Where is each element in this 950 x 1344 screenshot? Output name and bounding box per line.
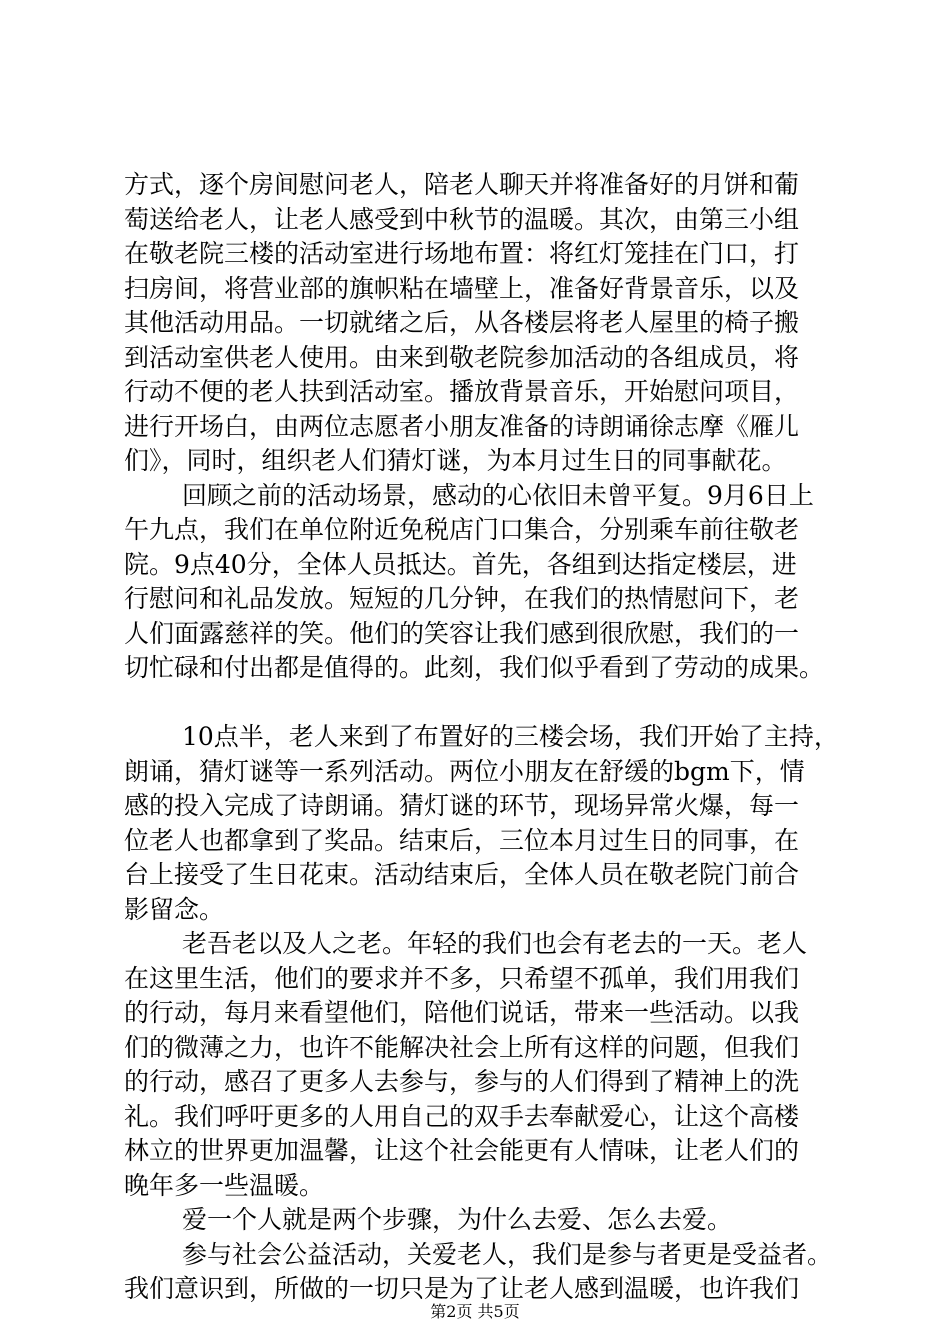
text-line: 行动不便的老人扶到活动室。播放背景音乐，开始慰问项目， xyxy=(124,377,800,406)
text-line: 其他活动用品。一切就绪之后，从各楼层将老人屋里的椅子搬 xyxy=(124,308,800,337)
text-line: 进行开场白，由两位志愿者小朋友准备的诗朗诵徐志摩《雁儿 xyxy=(124,411,800,441)
paragraph xyxy=(124,720,844,927)
text-line: 的行动，感召了更多人去参与，参与的人们得到了精神上的洗 xyxy=(124,1067,800,1096)
text-line: 礼。我们呼吁更多的人用自己的双手去奉献爱心，让这个高楼 xyxy=(124,1101,800,1131)
text-line: 朗诵，猜灯谜等一系列活动。两位小朋友在舒缓的bgm下，情 xyxy=(124,756,805,786)
text-line: 位老人也都拿到了奖品。结束后，三位本月过生日的同事，在 xyxy=(124,825,800,855)
text-line: 在这里生活，他们的要求并不多，只希望不孤单，我们用我们 xyxy=(124,963,800,993)
text-line: 感的投入完成了诗朗诵。猜灯谜的环节，现场异常火爆，每一 xyxy=(124,791,800,820)
text-line: 参与社会公益活动，关爱老人，我们是参与者更是受益者。 xyxy=(182,1239,833,1269)
text-line: 人们面露慈祥的笑。他们的笑容让我们感到很欣慰，我们的一 xyxy=(124,618,800,648)
text-line: 萄送给老人，让老人感受到中秋节的温暖。其次，由第三小组 xyxy=(124,204,800,234)
text-line: 老吾老以及人之老。年轻的我们也会有老去的一天。老人 xyxy=(182,929,808,958)
text-line: 方式，逐个房间慰问老人，陪老人聊天并将准备好的月饼和葡 xyxy=(124,170,800,199)
text-line: 行慰问和礼品发放。短短的几分钟，在我们的热情慰问下，老 xyxy=(124,584,800,613)
page-footer: 第2页 共5页 xyxy=(430,1302,520,1321)
text-line: 们的微薄之力，也许不能解决社会上所有这样的问题，但我们 xyxy=(124,1032,800,1062)
text-line: 爱一个人就是两个步骤，为什么去爱、怎么去爱。 xyxy=(182,1205,733,1234)
text-line: 回顾之前的活动场景，感动的心依旧未曾平复。9月6日上 xyxy=(182,480,814,510)
text-line: 林立的世界更加温馨，让这个社会能更有人情味，让老人们的 xyxy=(124,1136,800,1165)
document-body xyxy=(124,168,844,1307)
text-line: 午九点，我们在单位附近免税店门口集合，分别乘车前往敬老 xyxy=(124,515,800,544)
paragraph xyxy=(124,1203,844,1238)
text-line: 的行动，每月来看望他们，陪他们说话，带来一些活动。以我 xyxy=(124,998,800,1027)
text-line: 扫房间，将营业部的旗帜粘在墙壁上，准备好背景音乐，以及 xyxy=(124,273,800,303)
text-line: 影留念。 xyxy=(124,894,225,924)
text-line: 晚年多一些温暖。 xyxy=(124,1170,325,1200)
text-line: 在敬老院三楼的活动室进行场地布置：将红灯笼挂在门口，打 xyxy=(124,239,800,268)
paragraph xyxy=(124,927,844,1203)
text-line: 到活动室供老人使用。由来到敬老院参加活动的各组成员，将 xyxy=(124,342,800,372)
text-line: 们》，同时，组织老人们猜灯谜，为本月过生日的同事献花。 xyxy=(124,446,787,475)
text-line: 切忙碌和付出都是值得的。此刻，我们似乎看到了劳动的成果。 xyxy=(124,653,825,682)
text-line: 10点半，老人来到了布置好的三楼会场，我们开始了主持， xyxy=(182,722,839,751)
text-line: 台上接受了生日花束。活动结束后，全体人员在敬老院门前合 xyxy=(124,860,800,889)
text-line: 院。9点40分，全体人员抵达。首先，各组到达指定楼层，进 xyxy=(124,549,797,579)
paragraph xyxy=(124,1238,844,1307)
text-line: 我们意识到，所做的一切只是为了让老人感到温暖，也许我们 xyxy=(124,1274,800,1303)
paragraph-gap xyxy=(124,686,844,721)
paragraph xyxy=(124,479,844,686)
paragraph xyxy=(124,168,844,479)
